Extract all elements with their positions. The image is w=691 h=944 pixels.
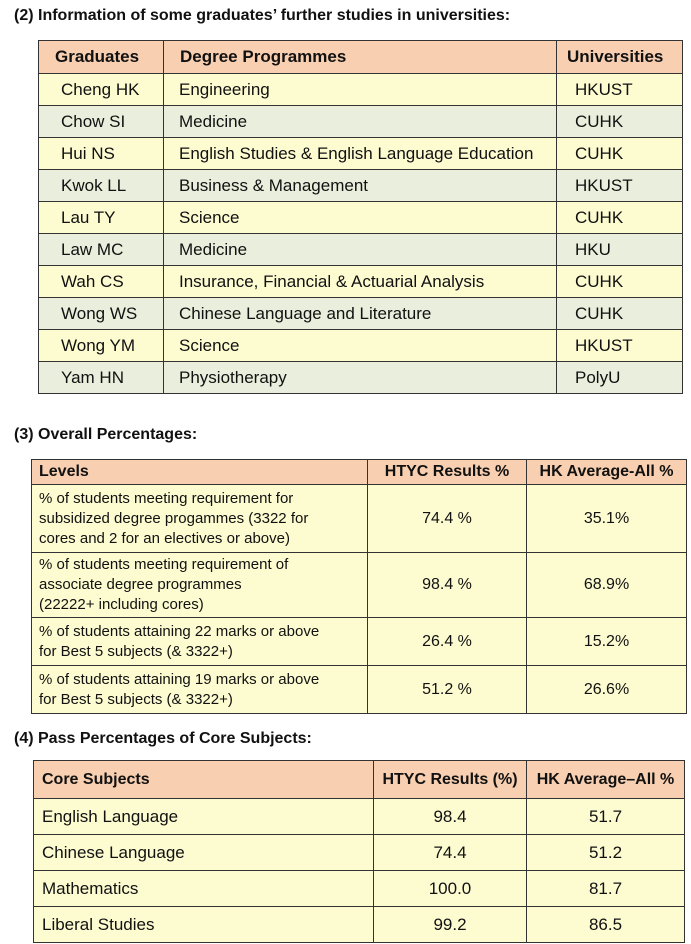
graduate-name: Wong WS	[39, 298, 164, 330]
graduate-name: Wong YM	[39, 330, 164, 362]
core-subjects-table	[33, 760, 685, 943]
hk-average-value: 35.1%	[527, 485, 687, 553]
htyc-result-value: 74.4	[374, 835, 527, 871]
university: CUHK	[557, 106, 683, 138]
hk-average-value: 86.5	[527, 907, 685, 943]
column-header-core-subjects: Core Subjects	[34, 761, 374, 799]
table-row	[39, 74, 683, 106]
htyc-result-value: 74.4 %	[368, 485, 527, 553]
table-row	[39, 330, 683, 362]
degree-programme: Chinese Language and Literature	[164, 298, 557, 330]
section-3-heading: (3) Overall Percentages:	[14, 426, 198, 443]
column-header-htyc-results: HTYC Results %	[368, 460, 527, 485]
table-row	[39, 362, 683, 394]
table-row	[39, 298, 683, 330]
level-description: % of students attaining 19 marks or above for Best 5 subjects (& 3322+)	[32, 666, 368, 714]
column-header-htyc-results: HTYC Results (%)	[374, 761, 527, 799]
section-4-heading: (4) Pass Percentages of Core Subjects:	[14, 730, 312, 747]
htyc-result-value: 100.0	[374, 871, 527, 907]
degree-programme: Medicine	[164, 106, 557, 138]
table-row	[32, 553, 687, 618]
table-row	[39, 266, 683, 298]
graduate-name: Chow SI	[39, 106, 164, 138]
university: HKUST	[557, 330, 683, 362]
table-row	[34, 799, 685, 835]
section-2-heading: (2) Information of some graduates’ further studies in universities:	[14, 7, 511, 24]
degree-programme: Business & Management	[164, 170, 557, 202]
column-header-levels: Levels	[32, 460, 368, 485]
table-row	[39, 138, 683, 170]
graduate-name: Lau TY	[39, 202, 164, 234]
table-row	[34, 907, 685, 943]
htyc-result-value: 98.4	[374, 799, 527, 835]
overall-percentages-table	[31, 459, 687, 714]
table-row	[32, 666, 687, 714]
university: CUHK	[557, 138, 683, 170]
htyc-result-value: 99.2	[374, 907, 527, 943]
core-subject-name: Liberal Studies	[34, 907, 374, 943]
university: PolyU	[557, 362, 683, 394]
degree-programme: Science	[164, 202, 557, 234]
core-subject-name: Chinese Language	[34, 835, 374, 871]
hk-average-value: 26.6%	[527, 666, 687, 714]
column-header-hk-average: HK Average–All %	[527, 761, 685, 799]
hk-average-value: 68.9%	[527, 553, 687, 618]
table-row	[34, 835, 685, 871]
table-row	[34, 871, 685, 907]
university: HKUST	[557, 170, 683, 202]
graduate-name: Hui NS	[39, 138, 164, 170]
table-row	[32, 618, 687, 666]
degree-programme: English Studies & English Language Education	[164, 138, 557, 170]
degree-programme: Physiotherapy	[164, 362, 557, 394]
column-header-hk-average: HK Average-All %	[527, 460, 687, 485]
core-subject-name: English Language	[34, 799, 374, 835]
level-description: % of students meeting requirement for subsidized degree progammes (3322 for cores and 2 for an electives or above)	[32, 485, 368, 553]
hk-average-value: 51.7	[527, 799, 685, 835]
graduate-name: Wah CS	[39, 266, 164, 298]
htyc-result-value: 98.4 %	[368, 553, 527, 618]
table-row	[39, 234, 683, 266]
table-row	[32, 485, 687, 553]
level-description: % of students meeting requirement of associate degree programmes (22222+ including cores)	[32, 553, 368, 618]
degree-programme: Science	[164, 330, 557, 362]
table-row	[39, 202, 683, 234]
core-subject-name: Mathematics	[34, 871, 374, 907]
university: CUHK	[557, 202, 683, 234]
university: HKU	[557, 234, 683, 266]
graduates-table	[38, 40, 683, 394]
university: HKUST	[557, 74, 683, 106]
university: CUHK	[557, 266, 683, 298]
hk-average-value: 81.7	[527, 871, 685, 907]
level-description: % of students attaining 22 marks or above for Best 5 subjects (& 3322+)	[32, 618, 368, 666]
graduate-name: Cheng HK	[39, 74, 164, 106]
table-row	[39, 106, 683, 138]
graduate-name: Law MC	[39, 234, 164, 266]
table-header-row	[32, 460, 687, 485]
column-header-universities: Universities	[557, 41, 683, 74]
htyc-result-value: 26.4 %	[368, 618, 527, 666]
htyc-result-value: 51.2 %	[368, 666, 527, 714]
graduate-name: Kwok LL	[39, 170, 164, 202]
degree-programme: Engineering	[164, 74, 557, 106]
table-header-row	[34, 761, 685, 799]
graduate-name: Yam HN	[39, 362, 164, 394]
table-header-row	[39, 41, 683, 74]
degree-programme: Insurance, Financial & Actuarial Analysis	[164, 266, 557, 298]
hk-average-value: 15.2%	[527, 618, 687, 666]
hk-average-value: 51.2	[527, 835, 685, 871]
table-row	[39, 170, 683, 202]
university: CUHK	[557, 298, 683, 330]
column-header-graduates: Graduates	[39, 41, 164, 74]
degree-programme: Medicine	[164, 234, 557, 266]
column-header-degree-programmes: Degree Programmes	[164, 41, 557, 74]
